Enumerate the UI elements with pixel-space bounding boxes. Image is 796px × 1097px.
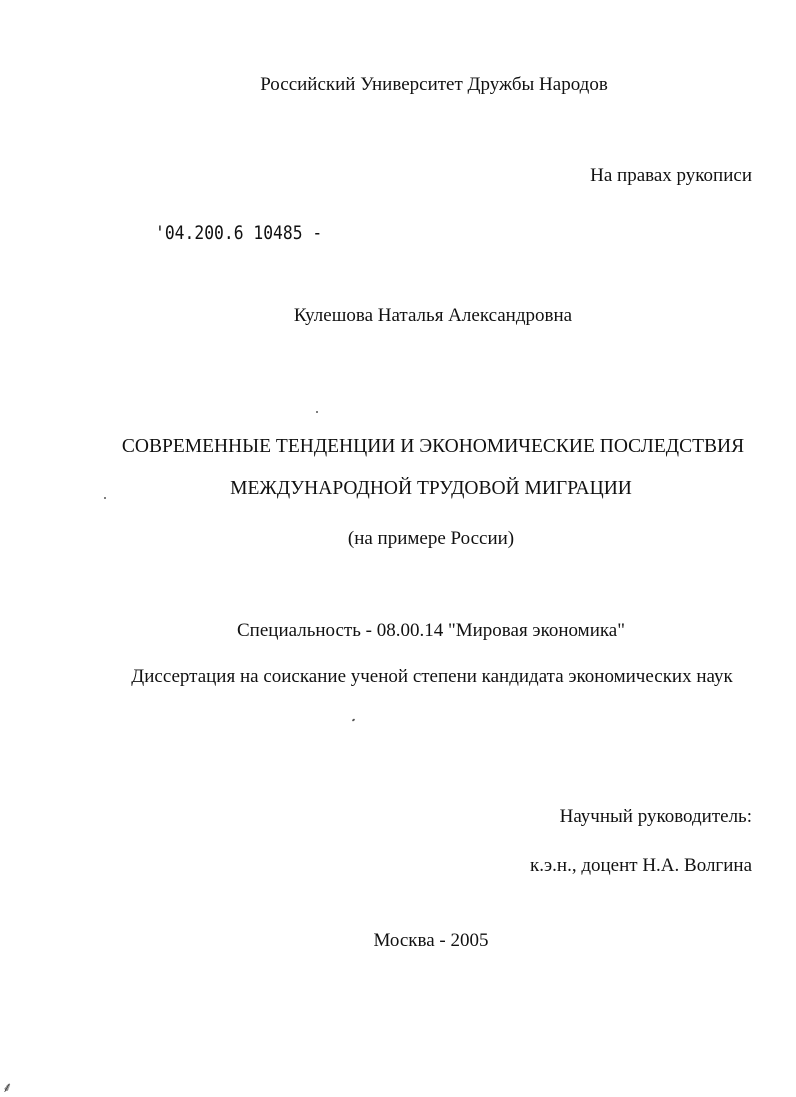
specialty: Специальность - 08.00.14 "Мировая экономика" (237, 620, 625, 641)
thesis-subtitle: (на примере России) (347, 528, 515, 549)
degree-description: Диссертация на соискание ученой степени кандидата экономических наук (131, 666, 733, 687)
manuscript-note: На правах рукописи (590, 165, 752, 186)
university-name: Российский Университет Дружбы Народов (260, 74, 608, 95)
supervisor-label: Научный руководитель: (559, 806, 752, 827)
registration-number: '04.200.6 10485 - (155, 222, 323, 244)
author-name: Кулешова Наталья Александровна (293, 305, 573, 326)
scan-artifact-icon: ⸙ (2, 1080, 13, 1096)
thesis-title-line-2: МЕЖДУНАРОДНОЙ ТРУДОВОЙ МИГРАЦИИ (230, 478, 632, 499)
city-year: Москва - 2005 (373, 930, 489, 951)
scan-speck (352, 718, 356, 721)
thesis-title-line-1: СОВРЕМЕННЫЕ ТЕНДЕНЦИИ И ЭКОНОМИЧЕСКИЕ ПОСЛЕДСТВИЯ (121, 436, 745, 457)
supervisor-name: к.э.н., доцент Н.А. Волгина (530, 855, 752, 876)
scan-speck (316, 411, 318, 413)
